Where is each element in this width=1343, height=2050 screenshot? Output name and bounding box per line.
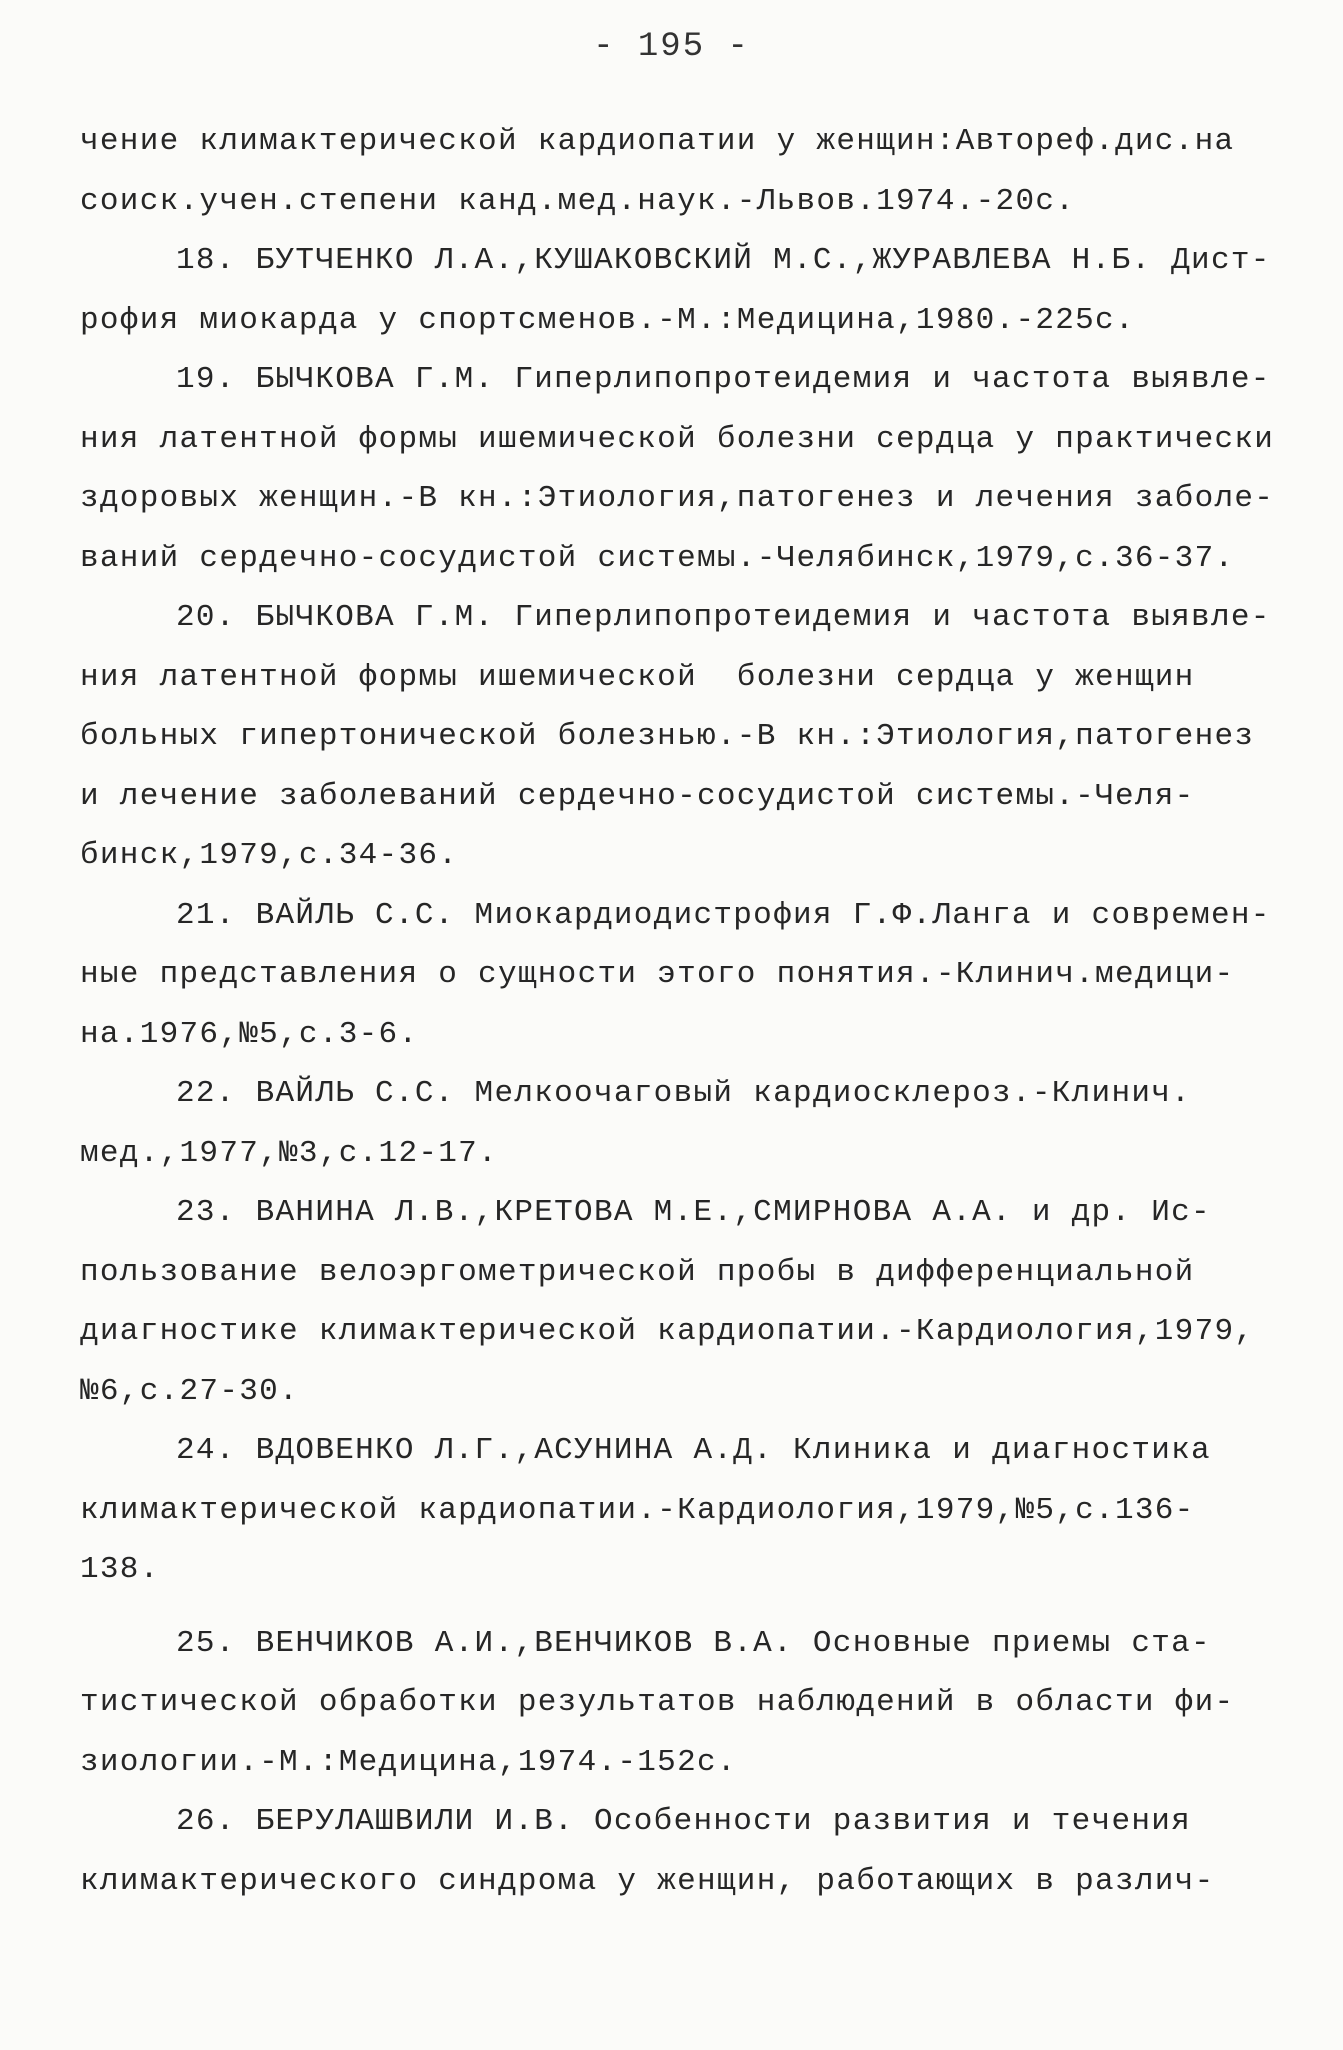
text-line: 22. ВАЙЛЬ С.С. Мелкоочаговый кардиосклероз.-Клинич. (176, 1076, 1192, 1111)
text-line: №6,с.27-30. (80, 1373, 299, 1409)
text-line: диагностике климактерической кардиопатии.-Кардиология,1979, (80, 1314, 1255, 1349)
text-line: мед.,1977,№3,с.12-17. (80, 1135, 498, 1171)
text-line: ния латентной формы ишемической болезни сердца у женщин (80, 659, 1195, 695)
text-line: 18. БУТЧЕНКО Л.А.,КУШАКОВСКИЙ М.С.,ЖУРАВЛЕВА Н.Б. Дист- (176, 243, 1271, 278)
reference-entry-22 (80, 1064, 1290, 1183)
reference-entry-20 (80, 588, 1290, 886)
text-line: здоровых женщин.-В кн.:Этиология,патогенез и лечения заболе- (80, 481, 1275, 516)
text-line: ния латентной формы ишемической болезни сердца у практически (80, 421, 1275, 457)
text-line: пользование велоэргометрической пробы в дифференциальной (80, 1254, 1195, 1290)
text-line: 21. ВАЙЛЬ С.С. Миокардиодистрофия Г.Ф.Ланга и современ- (176, 897, 1271, 933)
text-line: климактерической кардиопатии.-Кардиология,1979,№5,с.136- (80, 1492, 1195, 1528)
text-line: бинск,1979,с.34-36. (80, 838, 459, 873)
text-line: чение климактерической кардиопатии у женщин:Автореф.дис.на (80, 124, 1235, 159)
reference-entry-23 (80, 1183, 1290, 1421)
text-line: 20. БЫЧКОВА Г.М. Гиперлипопротеидемия и частота выявле- (176, 600, 1271, 635)
reference-entry-25 (80, 1614, 1290, 1793)
reference-list (80, 112, 1290, 1911)
text-line: соиск.учен.степени канд.мед.наук.-Львов.1974.-20с. (80, 183, 1076, 219)
text-line: на.1976,№5,с.3-6. (80, 1016, 419, 1052)
text-line: 25. ВЕНЧИКОВ А.И.,ВЕНЧИКОВ В.А. Основные приемы ста- (176, 1625, 1211, 1661)
text-line: климактерического синдрома у женщин, работающих в различ- (80, 1863, 1215, 1899)
reference-entry-18 (80, 231, 1290, 350)
page-number: - 195 - (593, 28, 750, 66)
reference-entry-26 (80, 1792, 1290, 1911)
text-line: рофия миокарда у спортсменов.-М.:Медицина,1980.-225с. (80, 302, 1135, 338)
text-line: ные представления о сущности этого понятия.-Клинич.медици- (80, 957, 1235, 992)
text-line: и лечение заболеваний сердечно-сосудистой системы.-Челя- (80, 778, 1195, 814)
text-line: 19. БЫЧКОВА Г.М. Гиперлипопротеидемия и частота выявле- (176, 362, 1271, 397)
continuation-entry (80, 112, 1290, 231)
text-line: 23. ВАНИНА Л.В.,КРЕТОВА М.Е.,СМИРНОВА А.А. и др. Ис- (176, 1195, 1211, 1230)
text-line: тистической обработки результатов наблюдений в области фи- (80, 1685, 1235, 1720)
text-line: больных гипертонической болезнью.-В кн.:Этиология,патогенез (80, 719, 1255, 754)
reference-entry-19 (80, 350, 1290, 588)
reference-entry-21 (80, 886, 1290, 1065)
text-line: 138. (80, 1552, 160, 1587)
text-line: 26. БЕРУЛАШВИЛИ И.В. Особенности развития и течения (176, 1804, 1192, 1839)
spacer (80, 1600, 1290, 1614)
text-line: зиологии.-М.:Медицина,1974.-152с. (80, 1744, 737, 1780)
text-line: ваний сердечно-сосудистой системы.-Челябинск,1979,с.36-37. (80, 540, 1235, 576)
reference-entry-24 (80, 1421, 1290, 1600)
text-line: 24. ВДОВЕНКО Л.Г.,АСУНИНА А.Д. Клиника и диагностика (176, 1433, 1211, 1468)
